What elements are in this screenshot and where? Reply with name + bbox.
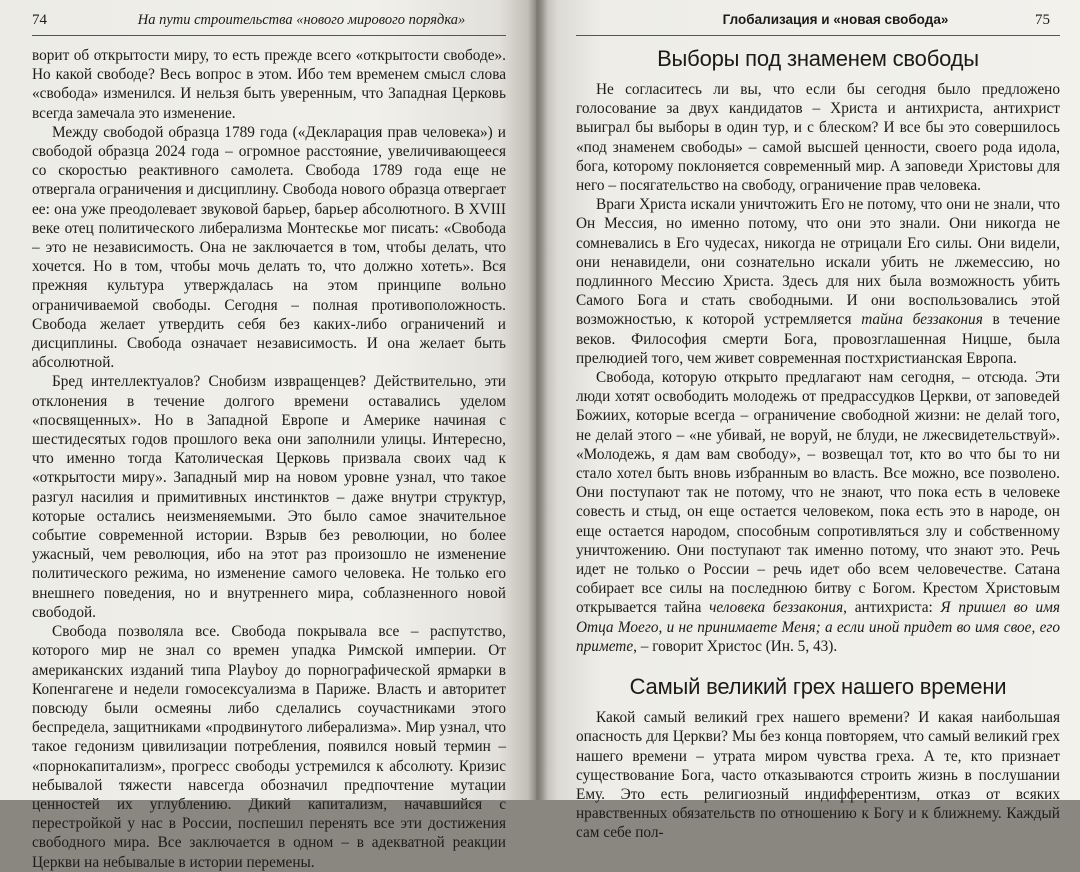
left-paragraph-2: Между свободой образца 1789 года («Декларация прав человека») и свободой образца 2024 года – огромное расстояние, увеличивающееся со скоростью реактивного самолета. Свобода 1789 года еще не отвергала ограничения и дисциплину. Свобода нового образца отвергает ее: она уже преодолевает звуковой барьер, барьер абсолютного. В XVIII веке отец политического либерализма Монтескье мог писать: «Свобода – это не независимость. Она не заключается в том, чтобы делать, что хочется. Но в том, чтобы мочь делать то, что должно хотеть». Вся прежняя культура утверждалась на этом принципе вольно ограничиваемой свободы. Сегодня – полная противоположность. Свобода желает утвердить себя без каких-либо ограничений и дисциплины. Свобода означает независимость. И она желает быть абсолютной. — [32, 123, 506, 372]
section-heading-greatest-sin: Самый великий грех нашего времени — [629, 674, 1007, 700]
right-body-text-1 — [576, 80, 1060, 656]
left-paragraph-1: ворит об открытости миру, то есть прежде всего «открытости свободе». Но какой свободе? Весь вопрос в этом. Ибо тем временем смысл слова «свобода» изменился. И нельзя быть уверенным, что Западная Церковь всегда замечала это изменение. — [32, 47, 506, 122]
left-page — [0, 0, 536, 871]
right-paragraph-2-text-a: Враги Христа искали уничтожить Его не потому, что они не знали, что Он Мессия, но именно потому, что они это знали. Они никогда не сомневались в Его чудесах, никогда не отрицали Его силы. Они видели, они ненавидели, они сознательно искали убить не лжемессию, но подлинного Мессию Христа. Здесь для них была возможность убить Самого Бога и стать свободными. И они воспользовались этой возможностью, к которой устремляется — [576, 196, 1060, 329]
right-paragraph-3 — [576, 368, 1060, 656]
right-running-head — [576, 0, 1060, 36]
right-running-title: Глобализация и «новая свобода» — [722, 12, 949, 27]
right-paragraph-3-italic-2: Я пришел во имя Отца Моего, и не принимаете Меня; а если иной придет во имя свое, его примете — [576, 599, 1060, 655]
right-paragraph-2-text-b: в течение веков. Философия смерти Бога, провозглашенная Ницше, была прелюдией того, чем живет современная постхристианская Европа. — [576, 311, 1061, 367]
right-paragraph-3-text-b: , антихриста: — [843, 599, 941, 617]
right-paragraph-3-text-c: , – говорит Христос (Ин. 5, 43). — [633, 637, 838, 655]
right-paragraph-4: Какой самый великий грех нашего времени? И какая наибольшая опасность для Церкви? Мы без конца повторяем, что самый великий грех нашего времени – утрата миром чувства греха. А те, кто признает существование Бога, часто отказываются строить жизнь в послушании Ему. Это есть религиозный индифферентизм, отказ от всяких нравственных обязательств по отношению к Богу и к ближнему. Каждый сам себе пол- — [576, 709, 1060, 842]
left-running-title: На пути строительства «нового мирового порядка» — [137, 12, 466, 28]
right-page-number: 75 — [1035, 12, 1050, 28]
left-paragraph-4: Свобода позволяла все. Свобода покрывала все – распутство, которого мир не знал со времен упадка Римской империи. От американских изданий типа Playboy до порнографической ярмарки в Копенгагене и недели гомосексуализма в Париже. Власть и авторитет повсюду были осмеяны либо сделались соучастниками этого беспредела, защитниками «продвинутого либерализма». Мир узнал, что такое гедонизм цивилизации потребления, появился новый термин – «порнокапитализм», прогресс свободы устремился к абсолюту. Кризис небывалой тяжести навсегда обозначил предпочтение мутации ценностей их углублению. Дикий капитализм, начавшийся с перестройкой у нас в России, поспешил перенять все эти достижения свободного мира. Все заключается в одном – в адекватной реакции Церкви на небывалые в истории перемены. — [32, 623, 506, 871]
left-running-head — [32, 0, 506, 36]
section-heading-elections: Выборы под знаменем свободы — [657, 46, 979, 71]
right-body-text-2 — [576, 708, 1060, 842]
right-paragraph-2 — [576, 195, 1060, 368]
right-paragraph-2-italic: тайна беззакония — [861, 311, 983, 329]
right-paragraph-3-italic-1: человека беззакония — [709, 599, 844, 617]
left-paragraph-3: Бред интеллектуалов? Снобизм извращенцев? Действительно, эти отклонения в течение долгого времени оставались уделом «посвященных». Но в Западной Европе и Америке начиная с шестидесятых годов прошлого века они заполнили улицы. Интересно, что именно тогда Католическая Церковь призвала своих чад к «открытости миру». Западный мир на новом уровне узнал, что такое разгул насилия и примитивных инстинктов – даже внутри структур, которые остались неизменяемыми. Это было самое значительное событие современной истории. Взрыв без революции, но более ужасный, чем революция, ибо на этот раз произошло не изменение политического режима, но изменение самого человека. Не только его внешнего поведения, но и внутреннего мира, соблазненного новой свободой. — [32, 373, 506, 621]
left-page-number: 74 — [32, 12, 47, 28]
left-body-text — [32, 46, 506, 872]
right-page — [536, 0, 1080, 842]
right-paragraph-1: Не согласитесь ли вы, что если бы сегодня было предложено голосование за двух кандидатов – Христа и антихриста, антихрист выиграл бы выборы в один тур, и с блеском? И все бы это совершилось «под знаменем свободы» – самой высшей ценности, своего рода идола, бога, которому поклоняется современный мир. А заповеди Христовы для него – посягательство на свободу, ограничение прав человека. — [576, 81, 1060, 195]
right-paragraph-3-text-a: Свобода, которую открыто предлагают нам сегодня, – отсюда. Эти люди хотят освободить молодежь от предрассудков Церкви, от заповедей Божиих, которые всегда – ограничение свободной жизни: не делай того, не делай этого – «не убивай, не воруй, не блуди, не лжесвидетельствуй». «Молодежь, я дам вам свободу», – возвещал тот, кто во что бы то ни стало хотел быть вновь избранным во власть. Все можно, все позволено. Они поступают так не потому, что не знают, что пока есть в человеке совесть и стыд, он еще остается человеком, пока есть это в народе, он еще остается народом, способным сопротивляться злу и собственному уничтожению. Они поступают так именно потому, что знают это. Речь идет не только о России – речь идет обо всем человечестве. Сатана собирает все силы на последнюю битву с Богом. Крестом Христовым открывается тайна — [576, 369, 1060, 617]
